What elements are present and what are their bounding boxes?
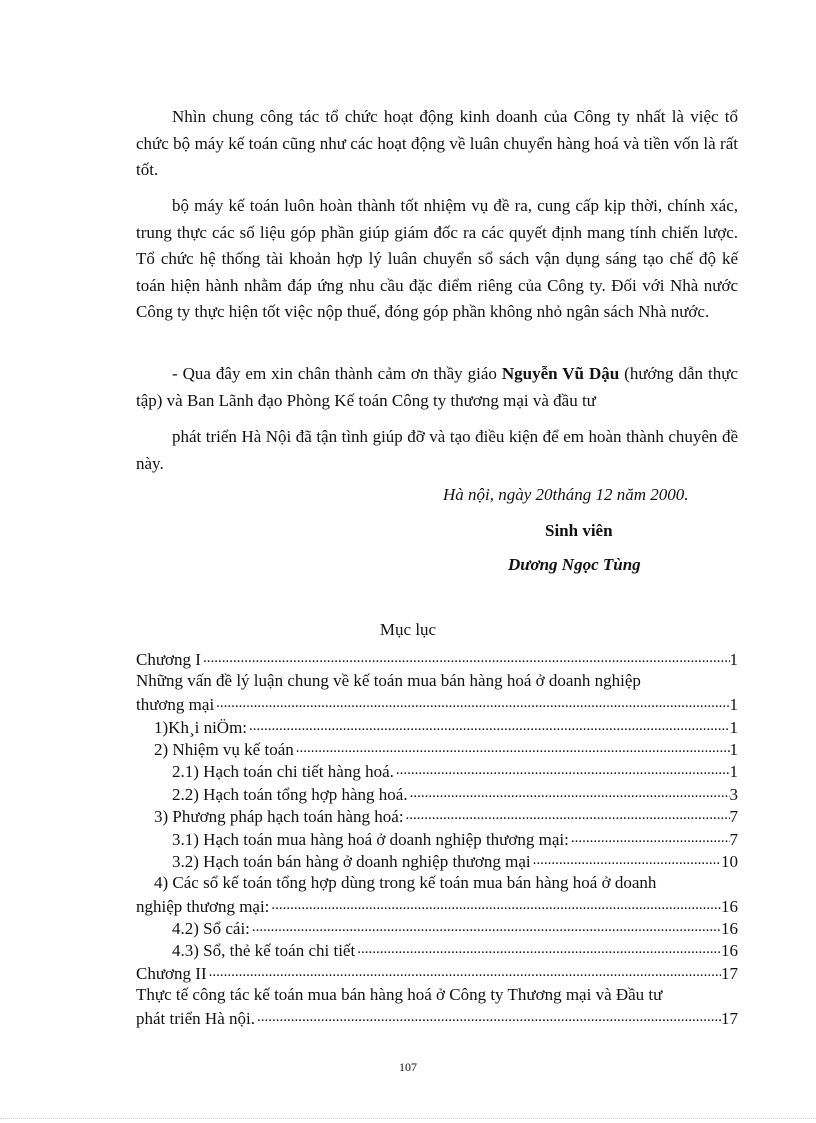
- page-number: 107: [399, 1060, 417, 1074]
- signature-name: Dương Ngọc Tùng: [508, 555, 641, 574]
- paragraph-thanks: - Qua đây em xin chân thành cảm ơn thầy giáo Nguyễn Vũ Dậu (hướng dẫn thực tập) và Ban Lãnh đạo Phòng Kế toán Công ty thương mại và đầu tư: [136, 364, 738, 410]
- toc-entry-khai-niem[interactable]: 1)Kh¸i niÖm: ..... 1: [136, 715, 738, 737]
- toc-entry-nhiem-vu[interactable]: 2) Nhiệm vụ kế toán ..... 1: [136, 738, 738, 760]
- toc-entry-chuong-2[interactable]: Chương II ..... 17: [136, 961, 738, 983]
- toc-entry-cac-so[interactable]: 4) Các sổ kế toán tổng hợp dùng trong kế toán mua bán hàng hoá ở doanh: [154, 872, 657, 892]
- signature-role: Sinh viên: [545, 521, 613, 540]
- advisor-name: Nguyễn Vũ Dậu: [501, 364, 620, 383]
- table-of-contents: [136, 648, 738, 1029]
- paragraph-summary: Nhìn chung công tác tổ chức hoạt động kinh doanh của Công ty nhất là việc tổ chức bộ máy kế toán cũng như các hoạt động về luân chuyển hàng hoá và tiền vốn là rất tốt.: [136, 107, 738, 179]
- toc-entry-hach-toan-chi-tiet[interactable]: 2.1) Hạch toán chi tiết hàng hoá. ..... 1: [136, 760, 738, 782]
- toc-entry-chuong-1[interactable]: Chương I ..... 1: [136, 648, 738, 670]
- paragraph-thanks-continued: phát triển Hà Nội đã tận tình giúp đỡ và tạo điều kiện để em hoàn thành chuyên đề này.: [136, 427, 738, 473]
- toc-entry-cac-so-cont[interactable]: nghiệp thương mại: ..... 16: [136, 894, 738, 916]
- toc-entry-so-the[interactable]: 4.3) Sổ, thẻ kế toán chi tiết ..... 16: [136, 939, 738, 961]
- toc-entry-nhung-van-de-cont[interactable]: thương mại ..... 1: [136, 693, 738, 715]
- toc-entry-phuong-phap[interactable]: 3) Phương pháp hạch toán hàng hoá: ..... 7: [136, 805, 738, 827]
- toc-entry-nhung-van-de[interactable]: Những vấn đề lý luận chung về kế toán mua bán hàng hoá ở doanh nghiệp: [136, 671, 641, 691]
- toc-entry-so-cai[interactable]: 4.2) Sổ cái: ..... 16: [136, 917, 738, 939]
- toc-title: Mục lục: [379, 620, 437, 639]
- page-edge-divider: [0, 1118, 816, 1119]
- toc-entry-mua-hang[interactable]: 3.1) Hạch toán mua hàng hoá ở doanh nghiệp thương mại: ..... 7: [136, 827, 738, 849]
- signature-date: Hà nội, ngày 20tháng 12 năm 2000.: [443, 485, 689, 504]
- toc-entry-thuc-te[interactable]: Thực tế công tác kế toán mua bán hàng hoá ở Công ty Thương mại và Đầu tư: [136, 984, 663, 1004]
- toc-entry-hach-toan-tong-hop[interactable]: 2.2) Hạch toán tổng hợp hàng hoá. ..... 3: [136, 782, 738, 804]
- paragraph-accounting: bộ máy kế toán luôn hoàn thành tốt nhiệm vụ đề ra, cung cấp kịp thời, chính xác, trung thực các số liệu góp phần giúp giám đốc ra các quyết định mang tính chiến lược. Tổ chức hệ thống tài khoản hợp lý luân chuyển sổ sách vận dụng sáng tạo chế độ kế toán hiện hành nhằm đáp ứng nhu cầu đặc điểm riêng của Công ty. Đối với Nhà nước Công ty thực hiện tốt việc nộp thuế, đóng góp phần không nhỏ ngân sách Nhà nước.: [136, 196, 738, 321]
- toc-entry-thuc-te-cont[interactable]: phát triển Hà nội. ..... 17: [136, 1006, 738, 1028]
- toc-entry-ban-hang[interactable]: 3.2) Hạch toán bán hàng ở doanh nghiệp thương mại ..... 10: [136, 850, 738, 872]
